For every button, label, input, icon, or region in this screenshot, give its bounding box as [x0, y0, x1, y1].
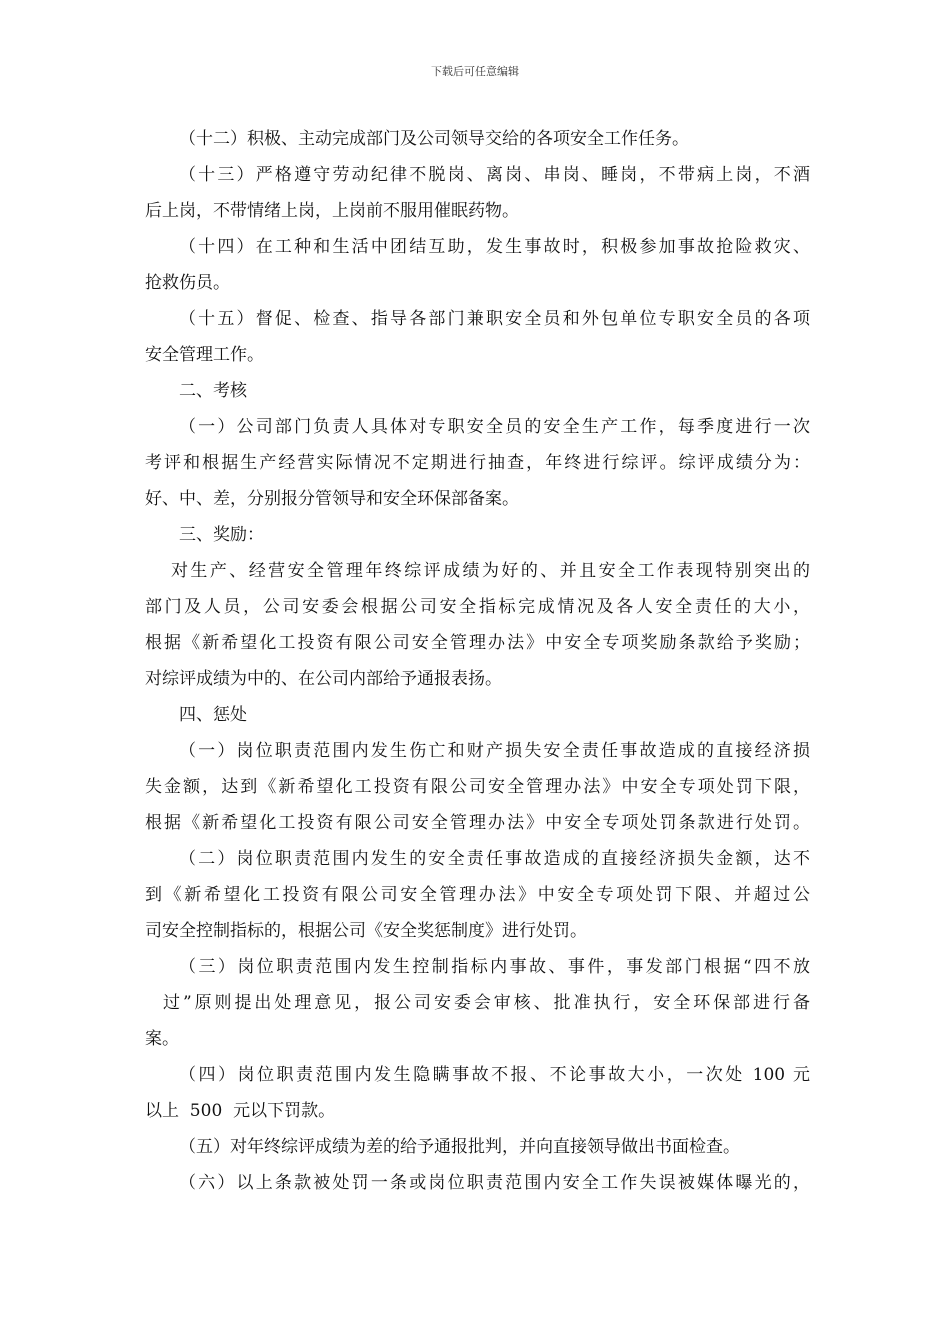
text-line: 到《新希望化工投资有限公司安全管理办法》中安全专项处罚下限、并超过公 [145, 885, 810, 905]
text-line: （十四）在工种和生活中团结互助，发生事故时，积极参加事故抢险救灾、 [179, 237, 810, 257]
text-line: 对生产、经营安全管理年终综评成绩为好的、并且安全工作表现特别突出的 [171, 561, 810, 581]
text-line: 案。 [145, 1029, 179, 1049]
text-line: 抢救伤员。 [145, 273, 230, 293]
text-line: 对综评成绩为中的、在公司内部给予通报表扬。 [145, 669, 502, 689]
page-header: 下载后可任意编辑 [431, 65, 519, 78]
text-line: （十二）积极、主动完成部门及公司领导交给的各项安全工作任务。 [179, 129, 689, 149]
text-line: 好、中、差，分别报分管领导和安全环保部备案。 [145, 489, 519, 509]
text-line: 安全管理工作。 [145, 345, 264, 365]
text-line: （二）岗位职责范围内发生的安全责任事故造成的直接经济损失金额，达不 [179, 849, 810, 869]
text-line: 过”原则提出处理意见，报公司安委会审核、批准执行，安全环保部进行备 [163, 993, 810, 1013]
section-heading: 三、奖励： [179, 525, 264, 545]
text-line: 根据《新希望化工投资有限公司安全管理办法》中安全专项处罚条款进行处罚。 [145, 813, 810, 833]
text-line: 根据《新希望化工投资有限公司安全管理办法》中安全专项奖励条款给予奖励； [145, 633, 810, 653]
section-heading: 二、考核 [179, 381, 247, 401]
text-line: （四）岗位职责范围内发生隐瞒事故不报、不论事故大小，一次处 100 元 [179, 1065, 810, 1085]
document-body [145, 121, 810, 1201]
text-line: （一）岗位职责范围内发生伤亡和财产损失安全责任事故造成的直接经济损 [179, 741, 810, 761]
text-line: 司安全控制指标的，根据公司《安全奖惩制度》进行处罚。 [145, 921, 587, 941]
text-line: （一）公司部门负责人具体对专职安全员的安全生产工作，每季度进行一次 [179, 417, 810, 437]
text-line: （三）岗位职责范围内发生控制指标内事故、事件，事发部门根据“四不放 [179, 957, 810, 977]
text-line: （五）对年终综评成绩为差的给予通报批判，并向直接领导做出书面检查。 [179, 1137, 740, 1157]
text-line: （十五）督促、检查、指导各部门兼职安全员和外包单位专职安全员的各项 [179, 309, 810, 329]
text-line: 以上 500 元以下罚款。 [145, 1101, 336, 1121]
text-line: （六）以上条款被处罚一条或岗位职责范围内安全工作失误被媒体曝光的， [179, 1173, 810, 1193]
section-heading: 四、惩处 [179, 705, 247, 725]
text-line: 部门及人员，公司安委会根据公司安全指标完成情况及各人安全责任的大小， [145, 597, 810, 617]
text-line: 考评和根据生产经营实际情况不定期进行抽查，年终进行综评。综评成绩分为： [145, 453, 810, 473]
text-line: （十三）严格遵守劳动纪律不脱岗、离岗、串岗、睡岗，不带病上岗，不酒 [179, 165, 810, 185]
text-line: 后上岗，不带情绪上岗，上岗前不服用催眠药物。 [145, 201, 519, 221]
text-line: 失金额，达到《新希望化工投资有限公司安全管理办法》中安全专项处罚下限， [145, 777, 810, 797]
